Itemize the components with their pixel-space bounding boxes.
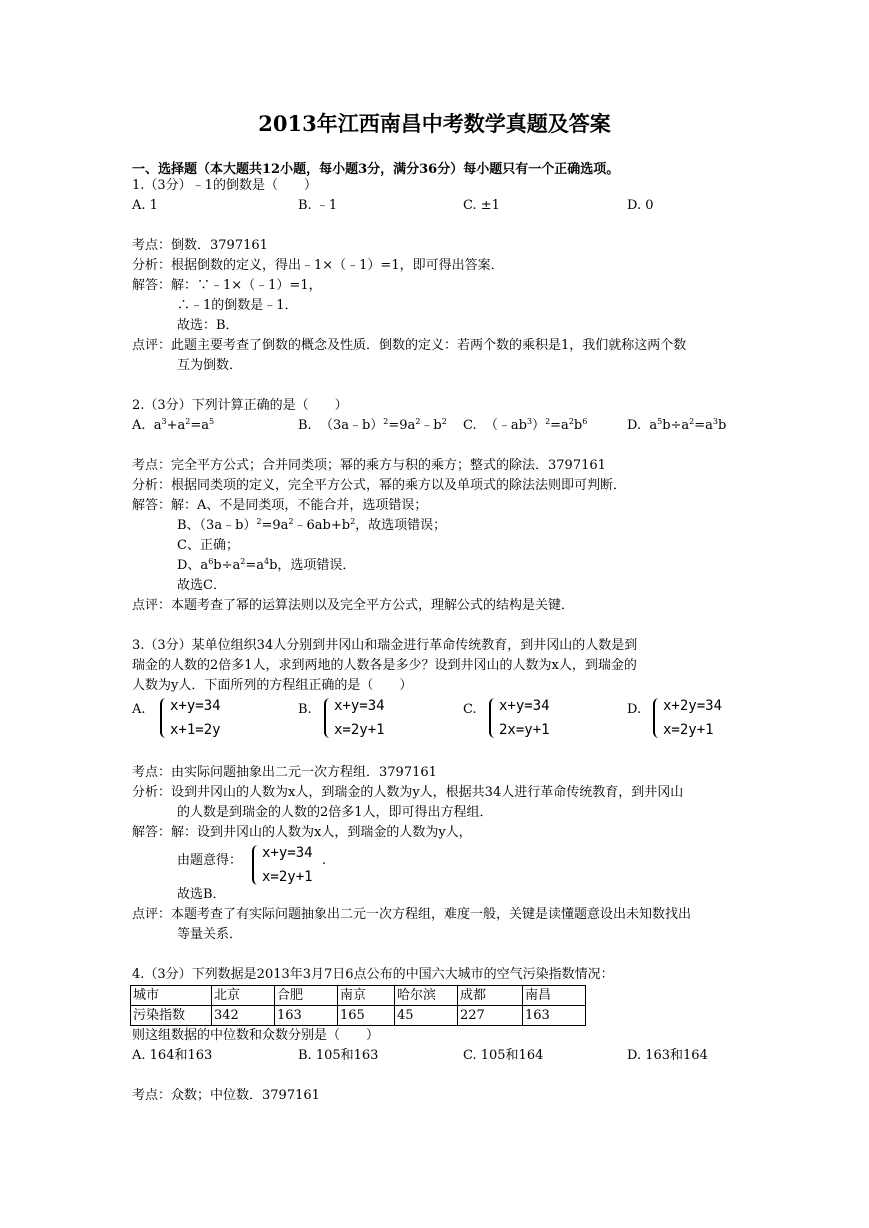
q3-fenxi-line2: 的人数是到瑞金的人数的2倍多1人，即可得出方程组． bbox=[177, 805, 493, 820]
table-cell: 合肥 bbox=[275, 986, 338, 1006]
q4-option-d: D. 163和164 bbox=[627, 1048, 708, 1063]
section-header: 一、选择题（本大题共12小题，每小题3分，满分36分）每小题只有一个正确选项。 bbox=[132, 162, 620, 177]
table-cell: 南京 bbox=[338, 986, 395, 1006]
table-cell: 45 bbox=[395, 1006, 458, 1026]
q4-option-b: B. 105和163 bbox=[298, 1048, 379, 1063]
q3-youti: 由题意得： bbox=[177, 853, 243, 868]
table-cell: 227 bbox=[458, 1006, 523, 1026]
table-cell: 成都 bbox=[458, 986, 523, 1006]
q2-option-b: B. $(3a﹣b)^2=9a^2﹣b^2$ bbox=[298, 417, 447, 433]
table-row bbox=[131, 986, 586, 1006]
q3-stem-line3: 人数为y人．下面所列的方程组正确的是（ ） bbox=[132, 678, 413, 693]
table-cell: 165 bbox=[338, 1006, 395, 1026]
q3-period: . bbox=[322, 853, 327, 868]
q2-jieda-c: C、正确； bbox=[177, 538, 239, 553]
q3-stem-line1: 3.（3分）某单位组织34人分别到井冈山和瑞金进行革命传统教育，到井冈山的人数是到 bbox=[132, 638, 638, 653]
q1-option-a: A. 1 bbox=[132, 198, 158, 213]
q1-kaodian: 考点：倒数．3797161 bbox=[132, 238, 268, 253]
q3-dianping-line1: 点评：本题考查了有实际问题抽象出二元一次方程组，难度一般，关键是读懂题意设出未知数找出 bbox=[132, 907, 692, 922]
q3-option-b-label: B. bbox=[298, 702, 312, 717]
q1-stem: 1.（3分）﹣1的倒数是（ ） bbox=[132, 178, 317, 193]
q2-option-c: C. $(﹣ab^3)^2=a^2b^6$ bbox=[463, 417, 588, 433]
q3-option-d-system: x+2y=34 x=2y+1 bbox=[651, 694, 722, 742]
q2-jieda-end: 故选C． bbox=[177, 578, 226, 593]
pollution-table bbox=[130, 985, 586, 1026]
q3-option-c-system: x+y=34 2x=y+1 bbox=[487, 694, 550, 742]
q2-option-a: A. $a^3+a^2=a^5$ bbox=[132, 417, 215, 433]
q4-question: 则这组数据的中位数和众数分别是（ ） bbox=[132, 1028, 380, 1043]
q3-option-a-system: x+y=34 x+1=2y bbox=[158, 694, 221, 742]
table-cell: 北京 bbox=[212, 986, 275, 1006]
table-cell: 城市 bbox=[131, 986, 212, 1006]
q2-dianping: 点评：本题考查了幂的运算法则以及完全平方公式，理解公式的结构是关键． bbox=[132, 598, 575, 613]
q3-option-a-label: A. bbox=[132, 702, 146, 717]
q1-fenxi: 分析：根据倒数的定义，得出﹣1×（﹣1）=1，即可得出答案． bbox=[132, 258, 504, 273]
q2-kaodian: 考点：完全平方公式；合并同类项；幂的乘方与积的乘方；整式的除法．3797161 bbox=[132, 458, 606, 473]
q4-option-c: C. 105和164 bbox=[463, 1048, 544, 1063]
table-cell: 南昌 bbox=[523, 986, 586, 1006]
q2-fenxi: 分析：根据同类项的定义，完全平方公式，幂的乘方以及单项式的除法法则即可判断． bbox=[132, 478, 627, 493]
q3-jieda: 解答：解：设到井冈山的人数为x人，到瑞金的人数为y人， bbox=[132, 825, 472, 840]
q1-jieda-line3: 故选：B． bbox=[177, 318, 239, 333]
q1-option-d: D. 0 bbox=[627, 198, 654, 213]
q3-stem-line2: 瑞金的人数的2倍多1人，求到两地的人数各是多少？设到井冈山的人数为x人，到瑞金的 bbox=[132, 658, 637, 673]
table-cell: 污染指数 bbox=[131, 1006, 212, 1026]
table-cell: 163 bbox=[275, 1006, 338, 1026]
q1-jieda-line1: 解答：解：∵﹣1×（﹣1）=1， bbox=[132, 278, 322, 293]
q3-fenxi-line1: 分析：设到井冈山的人数为x人，到瑞金的人数为y人，根据共34人进行革命传统教育，到井冈山 bbox=[132, 785, 684, 800]
page-title: 2013年江西南昌中考数学真题及答案 bbox=[258, 111, 611, 136]
q3-end: 故选B． bbox=[177, 887, 226, 902]
table-row bbox=[131, 1006, 586, 1026]
table-cell: 哈尔滨 bbox=[395, 986, 458, 1006]
q1-jieda-line2: ∴﹣1的倒数是﹣1． bbox=[177, 298, 298, 313]
table-cell: 342 bbox=[212, 1006, 275, 1026]
q3-option-c-label: C. bbox=[463, 702, 477, 717]
q2-option-d: D. $a^5b\div a^2=a^3b$ bbox=[627, 417, 727, 433]
q3-answer-system: x+y=34 x=2y+1 bbox=[250, 841, 313, 889]
table-cell: 163 bbox=[523, 1006, 586, 1026]
q3-kaodian: 考点：由实际问题抽象出二元一次方程组．3797161 bbox=[132, 765, 437, 780]
q1-dianping-line1: 点评：此题主要考查了倒数的概念及性质．倒数的定义：若两个数的乘积是1，我们就称这两个数 bbox=[132, 338, 687, 353]
q4-option-a: A. 164和163 bbox=[132, 1048, 213, 1063]
q2-jieda-d: D、$a^6b\div a^2=a^4b$，选项错误． bbox=[177, 557, 356, 573]
q2-jieda-a: 解答：解：A、不是同类项，不能合并，选项错误； bbox=[132, 498, 428, 513]
q4-stem: 4.（3分）下列数据是2013年3月7日6点公布的中国六大城市的空气污染指数情况： bbox=[132, 967, 614, 982]
q1-dianping-line2: 互为倒数． bbox=[177, 358, 243, 373]
q3-option-b-system: x+y=34 x=2y+1 bbox=[322, 694, 385, 742]
q1-option-c: C. ±1 bbox=[463, 198, 500, 213]
q2-jieda-b: B、$(3a﹣b)^2=9a^2﹣6ab+b^2$，故选项错误； bbox=[177, 517, 447, 533]
q1-option-b: B. ﹣1 bbox=[298, 198, 338, 213]
q3-option-d-label: D. bbox=[627, 702, 642, 717]
q4-kaodian: 考点：众数；中位数．3797161 bbox=[132, 1088, 320, 1103]
q3-dianping-line2: 等量关系． bbox=[177, 927, 243, 942]
q2-stem: 2.（3分）下列计算正确的是（ ） bbox=[132, 398, 348, 413]
